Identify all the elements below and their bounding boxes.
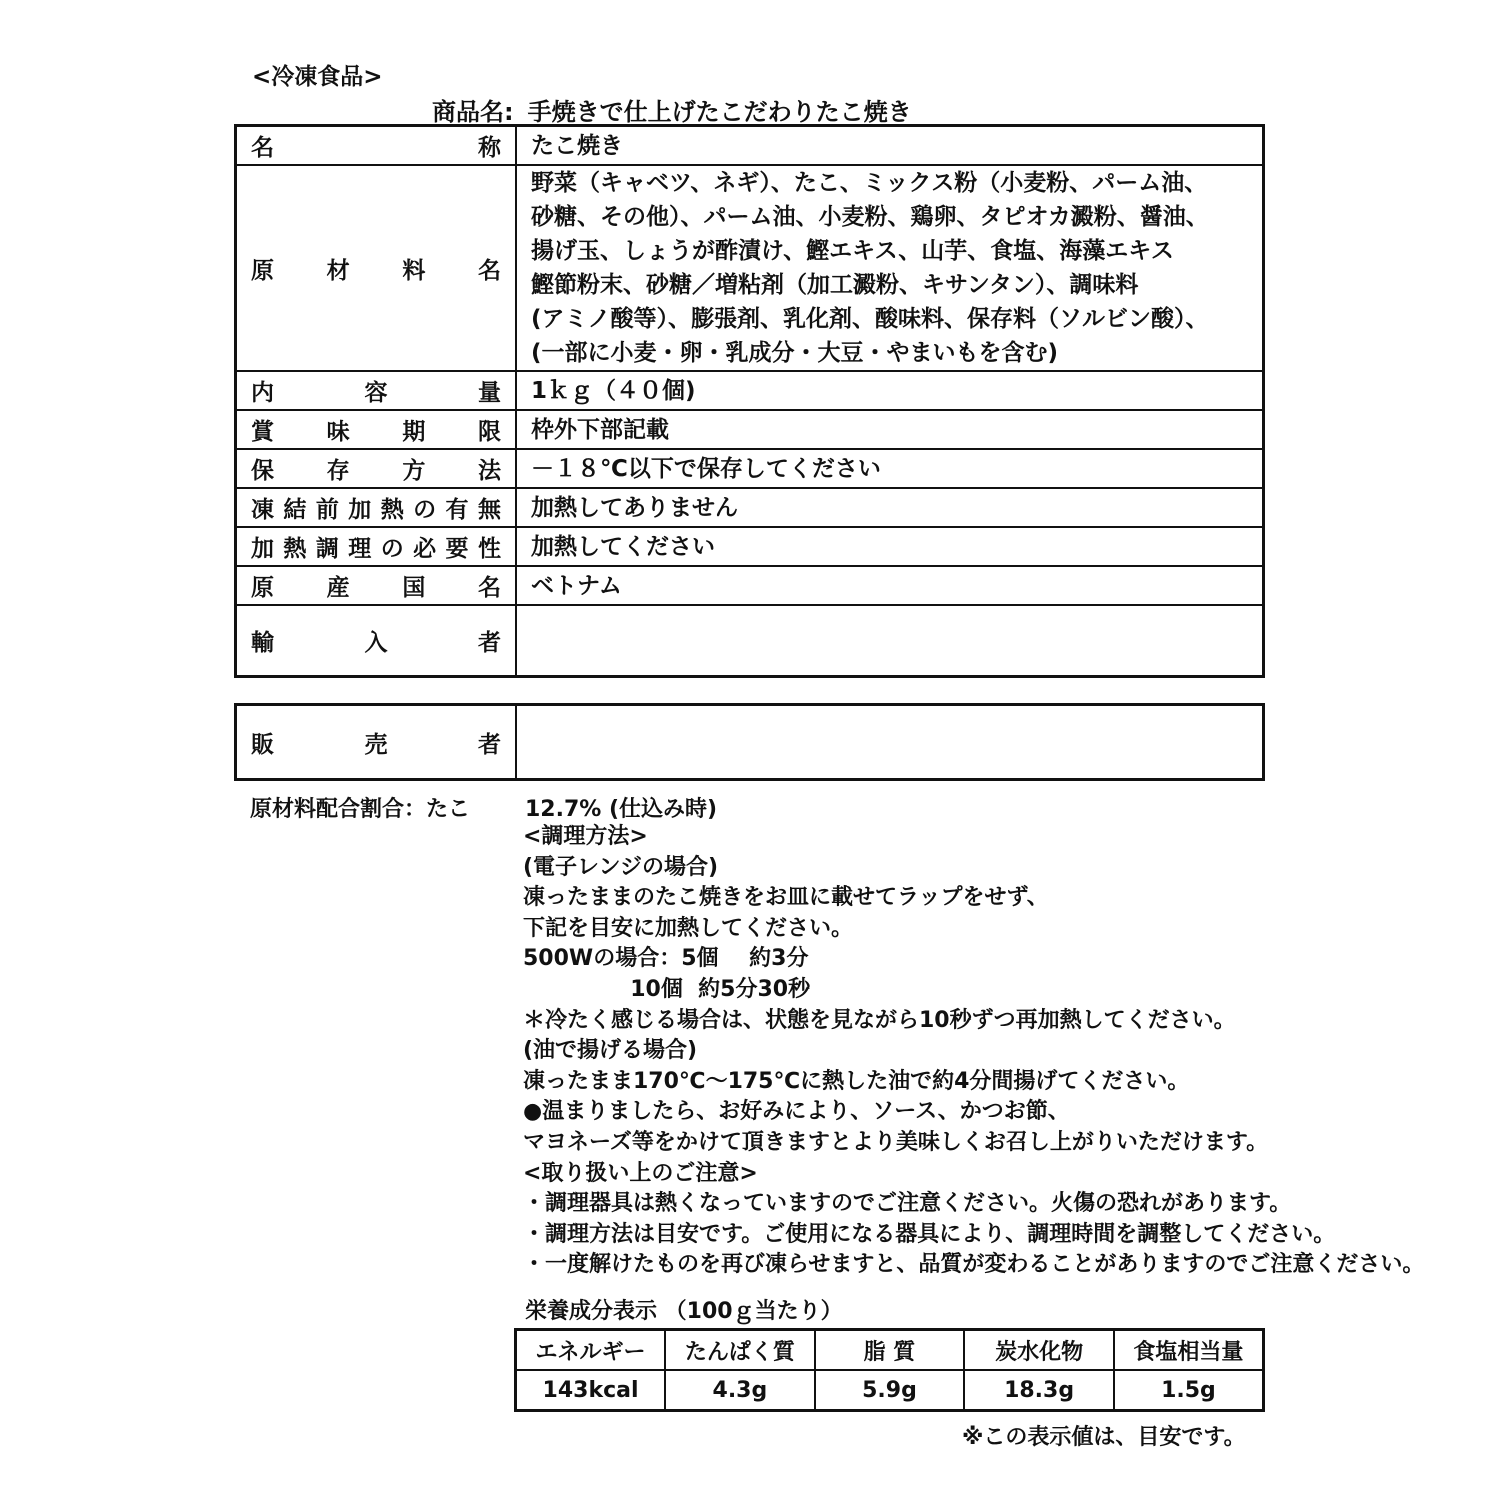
table-row <box>236 371 1264 410</box>
instruction-line: ・調理方法は目安です。ご使用になる器具により、調理時間を調整してください。 <box>523 1221 1336 1247</box>
key-char: 名 <box>251 135 274 161</box>
key-char: 称 <box>478 135 501 161</box>
key-char: 性 <box>477 536 501 562</box>
nutrition-header: 炭水化物 <box>964 1330 1114 1371</box>
key-char: 原 <box>251 575 274 601</box>
key-char: 輸 <box>251 630 274 656</box>
product-name: 手焼きで仕上げたこだわりたこ焼き <box>527 98 912 126</box>
row-key <box>236 449 517 488</box>
row-key <box>236 527 517 566</box>
key-char: 方 <box>402 458 426 484</box>
key-char: の <box>380 536 404 562</box>
category-label: <冷凍食品> <box>252 64 383 90</box>
nutrition-header: たんぱく質 <box>665 1330 815 1371</box>
key-char: 味 <box>326 419 350 445</box>
nutrition-value: 1.5g <box>1114 1370 1264 1411</box>
table-row <box>236 449 1264 488</box>
seller-key <box>236 705 517 780</box>
row-key <box>236 126 517 166</box>
table-row <box>236 126 1264 166</box>
instruction-line: (油で揚げる場合) <box>523 1038 698 1064</box>
key-char: 原 <box>251 257 274 284</box>
nutrition-value: 5.9g <box>815 1370 965 1411</box>
row-key <box>236 566 517 605</box>
row-key <box>236 371 517 410</box>
key-char: 必 <box>413 536 437 562</box>
table-row <box>236 165 1264 371</box>
key-char: 有 <box>445 497 469 523</box>
key-char: 料 <box>402 257 426 284</box>
row-value: 加熱してください <box>516 527 1264 566</box>
product-name-label: 商品名: <box>432 98 514 126</box>
seller-table <box>234 703 1265 781</box>
row-value: 枠外下部記載 <box>516 410 1264 449</box>
instruction-line: 凍ったままのたこ焼きをお皿に載せてラップをせず、 <box>523 885 1049 911</box>
key-char: 理 <box>348 536 372 562</box>
ingredient-line: (一部に小麦・卵・乳成分・大豆・やまいもを含む) <box>531 340 1059 366</box>
key-char: 量 <box>478 380 501 406</box>
nutrition-header: 食塩相当量 <box>1114 1330 1264 1371</box>
key-char: 材 <box>326 257 350 284</box>
key-char: 加 <box>348 497 372 523</box>
row-value: たこ焼き <box>516 126 1264 166</box>
ingredient-ratio-label: 原材料配合割合：たこ <box>250 797 471 822</box>
ingredient-line: 砂糖、その他）、パーム油、小麦粉、鶏卵、タピオカ澱粉、醤油、 <box>531 204 1209 230</box>
key-char: 前 <box>315 497 339 523</box>
instruction-line: マヨネーズ等をかけて頂きますとより美味しくお召し上がりいただけます。 <box>523 1129 1269 1155</box>
key-char: 入 <box>364 630 388 656</box>
row-key <box>236 488 517 527</box>
instruction-line: ＊冷たく感じる場合は、状態を見ながら10秒ずつ再加熱してください。 <box>523 1007 1236 1033</box>
nutrition-header-row <box>516 1330 1264 1371</box>
nutrition-value: 143kcal <box>516 1370 666 1411</box>
nutrition-title: 栄養成分表示 （100ｇ当たり） <box>525 1299 843 1324</box>
key-char: 内 <box>251 380 274 406</box>
key-char: 売 <box>364 731 388 758</box>
nutrition-value: 4.3g <box>665 1370 815 1411</box>
nutrition-header: エネルギー <box>516 1330 666 1371</box>
key-char: 結 <box>283 497 307 523</box>
row-value: 1ｋｇ（４０個) <box>516 371 1264 410</box>
nutrition-table <box>514 1328 1265 1412</box>
row-value <box>516 605 1264 677</box>
instruction-line: <調理方法> <box>523 824 648 849</box>
key-char: 保 <box>251 458 274 484</box>
cooking-instructions <box>523 822 1424 1281</box>
ingredient-line: 揚げ玉、しょうが酢漬け、鰹エキス、山芋、食塩、海藻エキス <box>531 238 1174 264</box>
seller-value <box>516 705 1264 780</box>
key-char: 加 <box>251 536 274 562</box>
row-value: 加熱してありません <box>516 488 1264 527</box>
key-char: 者 <box>478 731 501 758</box>
key-char: 熱 <box>283 536 307 562</box>
instruction-line: ・調理器具は熱くなっていますのでご注意ください。火傷の恐れがあります。 <box>523 1191 1292 1217</box>
key-char: 産 <box>326 575 350 601</box>
key-char: 限 <box>477 419 501 445</box>
key-char: の <box>413 497 437 523</box>
key-char: 調 <box>315 536 339 562</box>
food-label-table <box>234 124 1265 678</box>
instruction-line: 下記を目安に加熱してください。 <box>523 915 854 941</box>
nutrition-value: 18.3g <box>964 1370 1114 1411</box>
table-row <box>236 566 1264 605</box>
row-key <box>236 605 517 677</box>
product-name-line <box>432 92 912 127</box>
instruction-line: (電子レンジの場合) <box>523 854 719 880</box>
nutrition-header: 脂 質 <box>815 1330 965 1371</box>
nutrition-value-row <box>516 1370 1264 1411</box>
row-key <box>236 165 517 371</box>
row-key <box>236 410 517 449</box>
row-value <box>516 165 1264 371</box>
key-char: 要 <box>445 536 469 562</box>
key-char: 国 <box>402 575 426 601</box>
nutrition-note: ※この表示値は、目安です。 <box>962 1425 1246 1450</box>
ingredient-line: (アミノ酸等）、膨張剤、乳化剤、酸味料、保存料（ソルビン酸）、 <box>531 306 1209 332</box>
key-char: 名 <box>477 575 501 601</box>
instruction-line: ●温まりましたら、お好みにより、ソース、かつお節、 <box>523 1099 1070 1125</box>
key-char: 法 <box>477 458 501 484</box>
ingredient-ratio-value: 12.7% (仕込み時) <box>525 797 718 822</box>
table-row <box>236 488 1264 527</box>
key-char: 者 <box>478 630 501 656</box>
ingredient-line: 鰹節粉末、砂糖／増粘剤（加工澱粉、キサンタン）、調味料 <box>531 272 1139 298</box>
instruction-line: <取り扱い上のご注意> <box>523 1160 758 1186</box>
row-value: ベトナム <box>516 566 1264 605</box>
key-char: 熱 <box>380 497 404 523</box>
instruction-line: ・一度解けたものを再び凍らせますと、品質が変わることがありますのでご注意ください。 <box>523 1252 1425 1278</box>
ingredient-line: 野菜（キャベツ、ネギ）、たこ、ミックス粉（小麦粉、パーム油、 <box>531 170 1208 196</box>
key-char: 凍 <box>251 497 274 523</box>
instruction-line: 凍ったまま170℃～175℃に熱した油で約4分間揚げてください。 <box>523 1068 1190 1094</box>
key-char: 賞 <box>251 419 274 445</box>
key-char: 期 <box>402 419 426 445</box>
key-char: 無 <box>477 497 501 523</box>
table-row-seller <box>236 705 1264 780</box>
key-char: 販 <box>251 731 274 758</box>
key-char: 容 <box>364 380 388 406</box>
key-char: 名 <box>477 257 501 284</box>
row-value: －１８℃以下で保存してください <box>516 449 1264 488</box>
table-row <box>236 410 1264 449</box>
instruction-line: 500Wの場合：5個 約3分 <box>523 946 809 972</box>
key-char: 存 <box>326 458 350 484</box>
table-row <box>236 605 1264 677</box>
instruction-line: 10個 約5分30秒 <box>523 976 811 1002</box>
table-row <box>236 527 1264 566</box>
